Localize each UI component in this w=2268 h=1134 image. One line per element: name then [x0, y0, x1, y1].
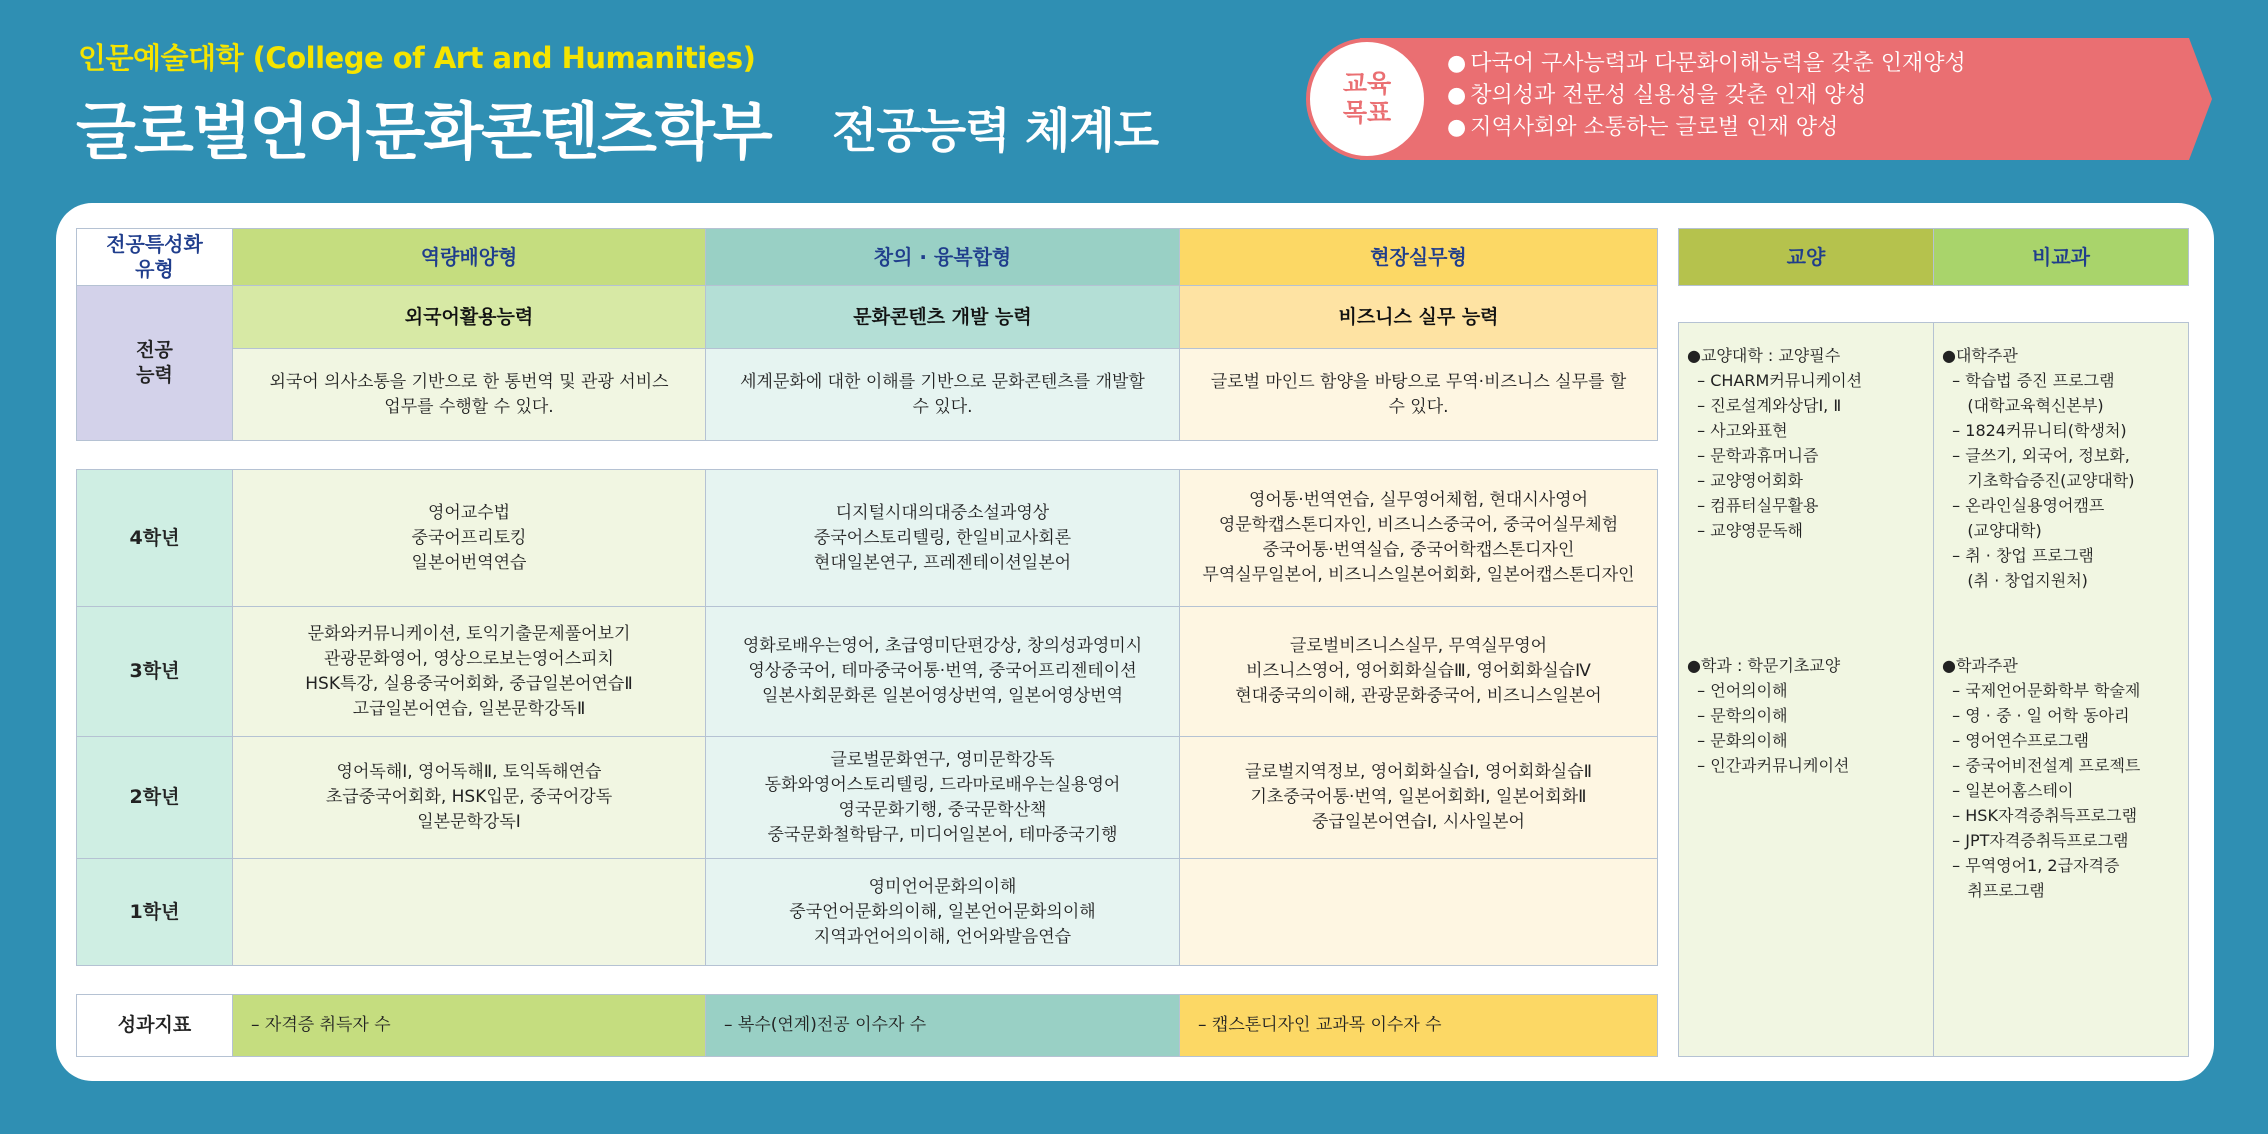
- list-item: – 교양영어회화: [1687, 471, 1803, 490]
- goal-item: ● 창의성과 전문성 실용성을 갖춘 인재 양성: [1447, 80, 1966, 112]
- performance-indicator-capacity: – 자격증 취득자 수: [232, 994, 706, 1057]
- goal-item: ● 다국어 구사능력과 다문화이해능력을 갖춘 인재양성: [1447, 48, 1966, 80]
- list-item: – 영어연수프로그램: [1942, 731, 2089, 750]
- ability-description: 글로벌 마인드 함양을 바탕으로 무역·비즈니스 실무를 할 수 있다.: [1179, 348, 1658, 441]
- page-subtitle: 전공능력 체계도: [832, 104, 1159, 159]
- list-item: – 인간과커뮤니케이션: [1687, 756, 1850, 775]
- grade3-courses-field: 글로벌비즈니스실무, 무역실무영어 비즈니스영어, 영어회화실습Ⅲ, 영어회화실습Ⅳ 현대중국의이해, 관광문화중국어, 비즈니스일본어: [1179, 606, 1658, 737]
- list-item: – 언어의이해: [1687, 681, 1788, 700]
- ability-foreign-language: 외국어활용능력: [232, 285, 706, 349]
- list-item: (대학교육혁신본부): [1942, 396, 2104, 415]
- type-corner-header: 전공특성화 유형: [76, 228, 233, 286]
- list-item: 기초학습증진(교양대학): [1942, 471, 2135, 490]
- list-item: – 영 · 중 · 일 어학 동아리: [1942, 706, 2130, 725]
- grade2-courses-creative: 글로벌문화연구, 영미문학강독 동화와영어스토리텔링, 드라마로배우는실용영어 영국문화기행, 중국문학산책 중국문화철학탐구, 미디어일본어, 테마중국기행: [705, 736, 1180, 859]
- grade2-courses-capacity: 영어독해Ⅰ, 영어독해Ⅱ, 토익독해연습 초급중국어회화, HSK입문, 중국어강독 일본문학강독Ⅰ: [232, 736, 706, 859]
- list-item: – CHARM커뮤니케이션: [1687, 371, 1863, 390]
- grade-label-4: 4학년: [76, 469, 233, 607]
- ability-business: 비즈니스 실무 능력: [1179, 285, 1658, 349]
- education-goal-label: 교육 목표: [1342, 69, 1392, 127]
- list-item: – 사고와표현: [1687, 421, 1788, 440]
- list-item: ●학과주관: [1942, 656, 2018, 675]
- grade4-courses-field: 영어통·번역연습, 실무영어체험, 현대시사영어 영문학캡스톤디자인, 비즈니스중국어, 중국어실무체험 중국어통·번역실습, 중국어학캡스톤디자인 무역실무일본어, 비즈니스일본어회화, 일본어캡스톤디자인: [1179, 469, 1658, 607]
- performance-label: 성과지표: [76, 994, 233, 1057]
- type-header-creative: 창의 · 융복합형: [705, 228, 1180, 286]
- list-item: – 국제언어문화학부 학술제: [1942, 681, 2141, 700]
- ability-row-header: 전공 능력: [76, 285, 233, 441]
- grade-label-1: 1학년: [76, 858, 233, 966]
- list-item: ●학과 : 학문기초교양: [1687, 656, 1841, 675]
- list-item: – HSK자격증취득프로그램: [1942, 806, 2138, 825]
- grade4-courses-creative: 디지털시대의대중소설과영상 중국어스토리텔링, 한일비교사회론 현대일본연구, 프레젠테이션일본어: [705, 469, 1180, 607]
- grade1-courses-field: [1179, 858, 1658, 966]
- liberal-arts-column: [1678, 322, 1934, 1057]
- grade2-courses-field: 글로벌지역정보, 영어회화실습Ⅰ, 영어회화실습Ⅱ 기초중국어통·번역, 일본어회화Ⅰ, 일본어회화Ⅱ 중급일본어연습Ⅰ, 시사일본어: [1179, 736, 1658, 859]
- list-item: – 진로설계와상담Ⅰ, Ⅱ: [1687, 396, 1842, 415]
- goal-item: ● 지역사회와 소통하는 글로벌 인재 양성: [1447, 112, 1966, 144]
- list-item: – JPT자격증취득프로그램: [1942, 831, 2129, 850]
- grade-label-2: 2학년: [76, 736, 233, 859]
- ability-description: 세계문화에 대한 이해를 기반으로 문화콘텐츠를 개발할 수 있다.: [705, 348, 1180, 441]
- list-item: – 컴퓨터실무활용: [1687, 496, 1819, 515]
- list-item: ●대학주관: [1942, 346, 2018, 365]
- liberal-arts-required-list: [1687, 343, 1862, 543]
- grade3-courses-capacity: 문화와커뮤니케이션, 토익기출문제풀어보기 관광문화영어, 영상으로보는영어스피치 HSK특강, 실용중국어회화, 중급일본어연습Ⅱ 고급일본어연습, 일본문학강독Ⅱ: [232, 606, 706, 737]
- list-item: – 취 · 창업 프로그램: [1942, 546, 2094, 565]
- list-item: (취 · 창업지원처): [1942, 571, 2088, 590]
- performance-indicator-creative: – 복수(연계)전공 이수자 수: [705, 994, 1180, 1057]
- list-item: – 교양영문독해: [1687, 521, 1803, 540]
- college-name: 인문예술대학 (College of Art and Humanities): [78, 41, 756, 75]
- grade1-courses-creative: 영미언어문화의이해 중국언어문화의이해, 일본언어문화의이해 지역과언어의이해, 언어와발음연습: [705, 858, 1180, 966]
- grade3-courses-creative: 영화로배우는영어, 초급영미단편강상, 창의성과영미시 영상중국어, 테마중국어통·번역, 중국어프리젠테이션 일본사회문화론 일본어영상번역, 일본어영상번역: [705, 606, 1180, 737]
- education-goal-list: [1447, 48, 1966, 144]
- ability-culture-contents: 문화콘텐츠 개발 능력: [705, 285, 1180, 349]
- education-goal-badge: [1306, 38, 1428, 160]
- department-program-list: [1942, 653, 2140, 903]
- type-header-field: 현장실무형: [1179, 228, 1658, 286]
- grade1-courses-capacity: [232, 858, 706, 966]
- list-item: – 글쓰기, 외국어, 정보화,: [1942, 446, 2130, 465]
- list-item: – 학습법 증진 프로그램: [1942, 371, 2115, 390]
- list-item: (교양대학): [1942, 521, 2042, 540]
- grade-label-3: 3학년: [76, 606, 233, 737]
- list-item: – 문학의이해: [1687, 706, 1788, 725]
- department-title: 글로벌언어문화콘텐츠학부: [76, 95, 771, 168]
- performance-indicator-field: – 캡스톤디자인 교과목 이수자 수: [1179, 994, 1658, 1057]
- list-item: – 중국어비전설계 프로젝트: [1942, 756, 2141, 775]
- department-basics-list: [1687, 653, 1849, 778]
- extracurricular-header: 비교과: [1933, 228, 2189, 286]
- list-item: – 1824커뮤니티(학생처): [1942, 421, 2127, 440]
- list-item: – 무역영어1, 2급자격증: [1942, 856, 2120, 875]
- list-item: – 온라인실용영어캠프: [1942, 496, 2105, 515]
- ability-description: 외국어 의사소통을 기반으로 한 통번역 및 관광 서비스 업무를 수행할 수 있다.: [232, 348, 706, 441]
- list-item: – 문화의이해: [1687, 731, 1788, 750]
- list-item: – 문학과휴머니즘: [1687, 446, 1819, 465]
- grade4-courses-capacity: 영어교수법 중국어프리토킹 일본어번역연습: [232, 469, 706, 607]
- list-item: ●교양대학 : 교양필수: [1687, 346, 1841, 365]
- list-item: 취프로그램: [1942, 881, 2045, 900]
- list-item: – 일본어홈스테이: [1942, 781, 2074, 800]
- university-program-list: [1942, 343, 2134, 593]
- type-header-capacity: 역량배양형: [232, 228, 706, 286]
- extracurricular-column: [1933, 322, 2189, 1057]
- liberal-arts-header: 교양: [1678, 228, 1934, 286]
